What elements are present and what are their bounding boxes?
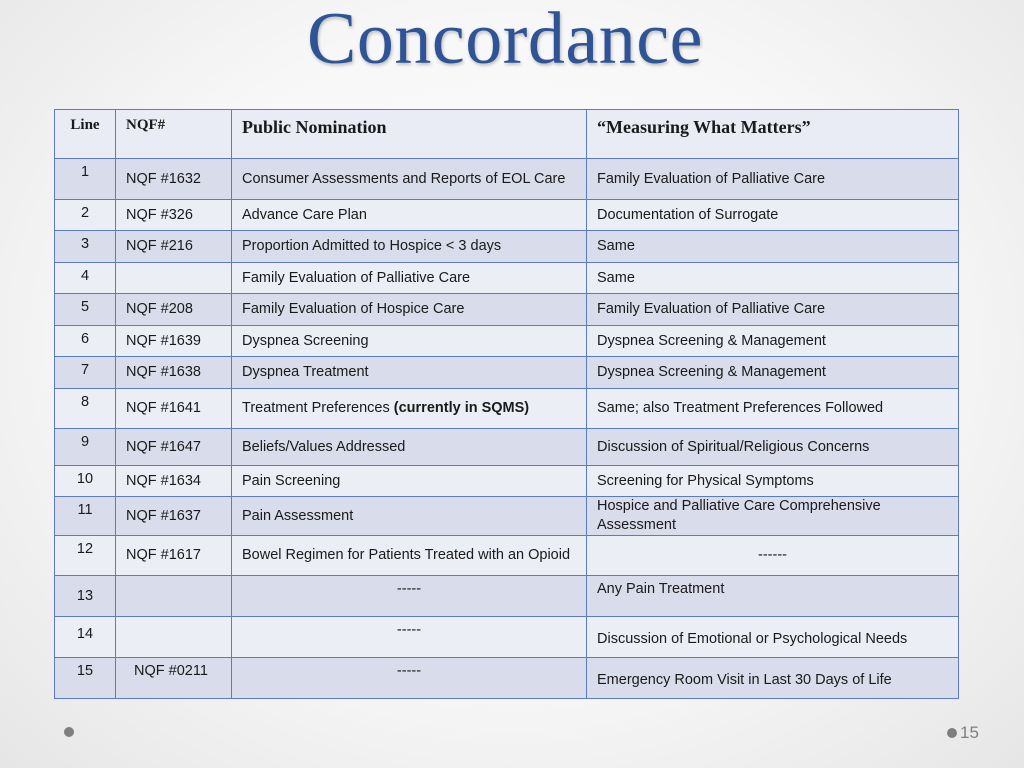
page-number: 15: [960, 723, 979, 742]
nqf-cell: NQF #208: [116, 294, 232, 326]
left-bullet-icon: [64, 727, 74, 737]
line-number: 9: [55, 429, 116, 466]
public-nomination-cell: -----: [232, 576, 587, 617]
line-number: 5: [55, 294, 116, 326]
line-number: 15: [55, 658, 116, 699]
nqf-cell: NQF #1637: [116, 497, 232, 536]
line-number: 11: [55, 497, 116, 536]
table-header-row: [55, 110, 959, 159]
header-public-nomination: Public Nomination: [232, 110, 587, 159]
line-number: 3: [55, 231, 116, 263]
mwm-cell: Screening for Physical Symptoms: [587, 466, 959, 497]
mwm-cell: Any Pain Treatment: [587, 576, 959, 617]
public-nomination-cell: [232, 389, 587, 429]
public-nomination-cell: Beliefs/Values Addressed: [232, 429, 587, 466]
public-nomination-cell: Family Evaluation of Hospice Care: [232, 294, 587, 326]
line-number: 12: [55, 536, 116, 576]
nqf-cell: NQF #0211: [116, 658, 232, 699]
mwm-cell: Dyspnea Screening & Management: [587, 326, 959, 357]
mwm-cell: Family Evaluation of Palliative Care: [587, 294, 959, 326]
line-number: 13: [55, 576, 116, 617]
table-row: [55, 389, 959, 429]
header-line: Line: [55, 110, 116, 159]
nqf-cell: NQF #1617: [116, 536, 232, 576]
table-row: [55, 429, 959, 466]
public-nomination-cell: Dyspnea Screening: [232, 326, 587, 357]
public-nomination-cell: Pain Assessment: [232, 497, 587, 536]
public-nomination-text: Treatment Preferences: [242, 400, 394, 416]
table-row: [55, 294, 959, 326]
nqf-cell: NQF #216: [116, 231, 232, 263]
public-nomination-cell: -----: [232, 617, 587, 658]
public-nomination-cell: Advance Care Plan: [232, 200, 587, 231]
header-nqf: NQF#: [116, 110, 232, 159]
table-row: [55, 658, 959, 699]
table-row: [55, 231, 959, 263]
mwm-cell: Same: [587, 231, 959, 263]
mwm-cell: Discussion of Spiritual/Religious Concerns: [587, 429, 959, 466]
public-nomination-cell: Dyspnea Treatment: [232, 357, 587, 389]
mwm-cell: Documentation of Surrogate: [587, 200, 959, 231]
mwm-cell: Discussion of Emotional or Psychological Needs: [587, 617, 959, 658]
right-bullet-icon: [947, 728, 957, 738]
table-row: [55, 617, 959, 658]
nqf-cell: NQF #1639: [116, 326, 232, 357]
table-row: [55, 159, 959, 200]
mwm-cell: Same: [587, 263, 959, 294]
table-row: [55, 326, 959, 357]
table-row: [55, 497, 959, 536]
public-nomination-cell: -----: [232, 658, 587, 699]
line-number: 7: [55, 357, 116, 389]
line-number: 4: [55, 263, 116, 294]
table-row: [55, 200, 959, 231]
line-number: 14: [55, 617, 116, 658]
nqf-cell: [116, 617, 232, 658]
nqf-cell: [116, 576, 232, 617]
table-row: [55, 466, 959, 497]
concordance-table: [54, 109, 959, 699]
nqf-cell: [116, 263, 232, 294]
nqf-cell: NQF #1634: [116, 466, 232, 497]
mwm-cell: ------: [587, 536, 959, 576]
mwm-cell: Hospice and Palliative Care Comprehensive Assessment: [587, 497, 959, 536]
table-row: [55, 536, 959, 576]
line-number: 1: [55, 159, 116, 200]
public-nomination-note: (currently in SQMS): [393, 400, 530, 416]
nqf-cell: NQF #326: [116, 200, 232, 231]
public-nomination-cell: Proportion Admitted to Hospice < 3 days: [232, 231, 587, 263]
public-nomination-cell: Bowel Regimen for Patients Treated with an Opioid: [232, 536, 587, 576]
line-number: 10: [55, 466, 116, 497]
table-row: [55, 357, 959, 389]
header-measuring-what-matters: “Measuring What Matters”: [587, 110, 959, 159]
slide-title: Concordance: [307, 0, 703, 80]
nqf-cell: NQF #1647: [116, 429, 232, 466]
mwm-cell: Emergency Room Visit in Last 30 Days of Life: [587, 658, 959, 699]
mwm-cell: Dyspnea Screening & Management: [587, 357, 959, 389]
nqf-cell: NQF #1641: [116, 389, 232, 429]
public-nomination-cell: Pain Screening: [232, 466, 587, 497]
table-row: [55, 263, 959, 294]
line-number: 2: [55, 200, 116, 231]
public-nomination-cell: Family Evaluation of Palliative Care: [232, 263, 587, 294]
line-number: 6: [55, 326, 116, 357]
table-row: [55, 576, 959, 617]
public-nomination-cell: Consumer Assessments and Reports of EOL Care: [232, 159, 587, 200]
mwm-cell: Family Evaluation of Palliative Care: [587, 159, 959, 200]
mwm-cell: Same; also Treatment Preferences Followed: [587, 389, 959, 429]
line-number: 8: [55, 389, 116, 429]
nqf-cell: NQF #1632: [116, 159, 232, 200]
nqf-cell: NQF #1638: [116, 357, 232, 389]
